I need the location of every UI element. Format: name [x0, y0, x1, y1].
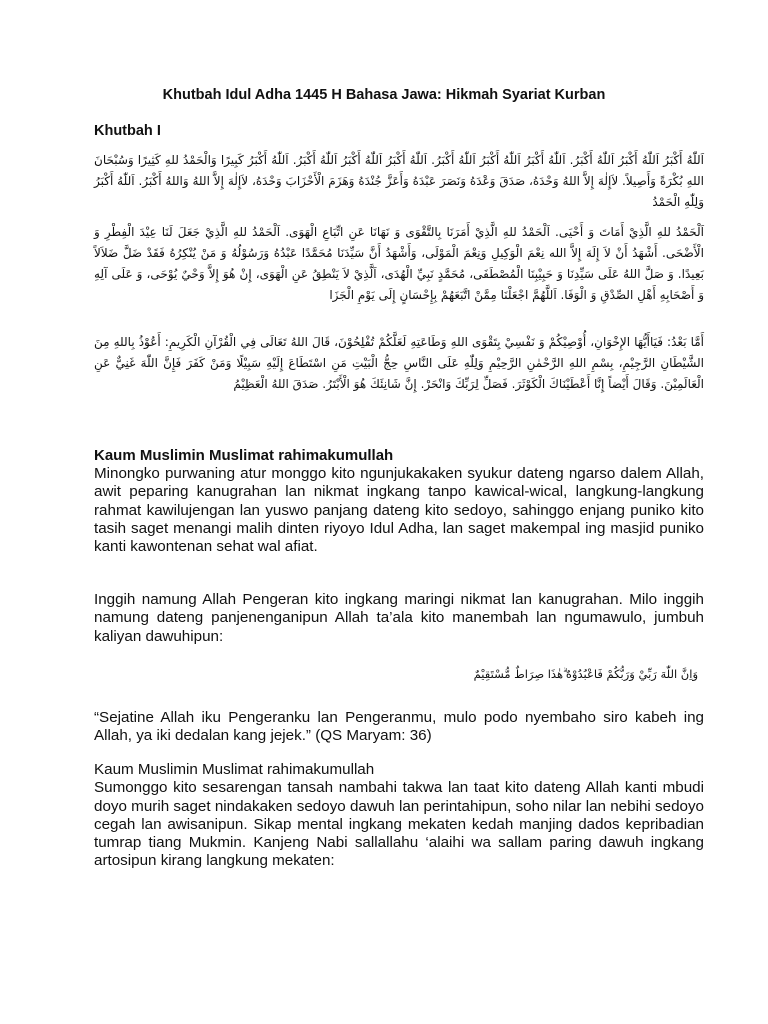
arabic-takbir-block: اَللّٰهُ أَكْبَرُ اَللّٰهُ أَكْبَرُ اَللّٰهُ أَكْبَرُ. اَللّٰهُ أَكْبَرُ اَللّٰهُ أَكْبَرُ اَللّٰهُ أَكْبَرُ. اَللّٰهُ أَكْبَرُ اَللّٰهُ أَكْبَرُ اَللّٰهُ أَكْبَرُ. اَللّٰهُ أَكْبَرُ كَبِيرًا وَالْحَمْدُ للهِ كَثِيرًا وَسُبْحَانَ اللهِ بُكْرَةً وَأَصِيلاً. لاَإِلٰهَ إِلاَّ اللهُ وَحْدَهُ، صَدَقَ وَعْدَهُ وَنَصَرَ عَبْدَهُ وَأَعَزَّ جُنْدَهُ وَهَزَمَ الْأَحْزَابَ وَحْدَهُ، لاَإِلٰهَ إِلاَّ اللهُ وَاللهُ أَكْبَرُ. اَللّٰهُ أَكْبَرُ وَلِلّٰهِ الْحَمْدُ	[94, 153, 704, 209]
paragraph-takwa-block	[94, 761, 704, 871]
arabic-amma-badu-block: أَمَّا بَعْدُ: فَيَاأَيُّهَا الإِخْوَانِ، أُوْصِيْكُمْ وَ نَفْسِيْ بِتَقْوَى اللهِ وَطَاعَتِهِ لَعَلَّكُمْ تُفْلِحُوْنَ، قَالَ اللهُ تَعَالَى فِي الْقُرْآنِ الْكَرِيمِ: أَعُوْذُ بِاللهِ مِنَ الشَّيْطَانِ الرَّجِيْمِ، بِسْمِ اللهِ الرَّحْمٰنِ الرَّحِيْمِ وَلِلّٰهِ عَلَى النَّاسِ حِجُّ الْبَيْتِ مَنِ اسْتَطَاعَ إِلَيْهِ سَبِيْلًا وَمَنْ كَفَرَ فَإِنَّ اللّٰهَ غَنِيٌّ عَنِ الْعَالَمِيْنَ. وَقَالَ أَيْضاً إِنَّا أَعْطَيْنَاكَ الْكَوْثَرَ. فَصَلِّ لِرَبِّكَ وَانْحَرْ. إِنَّ شَانِئَكَ هُوَ الْأَبْتَرُ. صَدَقَ اللهُ الْعَظِيْمُ	[94, 335, 704, 391]
arabic-hamdalah-block: اَلْحَمْدُ للهِ الَّذِيْ أَمَاتَ وَ أَحْيَى. اَلْحَمْدُ للهِ الَّذِيْ أَمَرَنَا بِالتَّقْوَى وَ نَهَانَا عَنِ اتِّبَاعِ الْهَوَى. اَلْحَمْدُ للهِ الَّذِيْ جَعَلَ لَنَا عِيْدَ الْفِطْرِ وَ الْأَضْحَى. أَشْهَدُ أَنْ لاَ إِلَهَ إِلاَّ الله نِعْمَ الْوَكِيلِ وَنِعْمَ الْمَوْلَى، وَأَشْهَدُ أَنَّ سَيِّدَنَا مُحَمَّدًا عَبْدُهُ وَرَسُوْلُهُ وَ مَنْ يُنْكِرُهُ فَقَدْ ضَلَّ ضَلاَلاً بَعِيدًا. وَ صَلَّ اللهُ عَلَى سَيِّدِنَا وَ حَبِيْبِنَا الْمُصْطَفَى، مُحَمَّدٍ نَبِيِّ الْهُدَى، اَلَّذِيْ لاَ يَنْطِقُ عَنِ الْهَوَى، إِنْ هُوَ إِلاَّ وَحْيٌ يُوْحَى، وَ عَلَى آلِهِ وَ أَصْحَابِهِ أَهْلِ الصِّدْقِ وَ الْوَفَا. اَللَّهُمَّ اجْعَلْنَا مِمَّنْ اتَّبَعَهُمْ بِإِحْسَانٍ إِلَى يَوْمِ الْجَزَا	[94, 225, 704, 302]
arabic-quran-verse: وَاِنَّ اللّٰهَ رَبِّيْ وَرَبُّكُمْ فَاعْبُدُوْهُ ۗهٰذَا صِرَاطٌ مُّسْتَقِيْمٌ	[473, 667, 698, 681]
document-title: Khutbah Idul Adha 1445 H Bahasa Jawa: Hikmah Syariat Kurban	[162, 87, 606, 103]
paragraph-takwa: Sumonggo kito sesarengan tansah nambahi takwa lan taat kito dateng Allah kanti mbudi doyo murih saget nindakaken sedoyo dawuh lan perintahipun, soho nilar lan nebihi sedoyo cegah lan awisanipun. Sikap mental ingkang mekaten kedah manjing dados kepribadian tumrap tiang Mukmin. Kanjeng Nabi sallallahu ‘alaihi wa sallam paring dawuh ingkang artosipun kirang langkung mekaten:	[94, 779, 704, 870]
paragraph-manembah: Inggih namung Allah Pengeran kito ingkang maringi nikmat lan kanugrahan. Milo inggih namung dateng panjenenganipun Allah ta’ala kito manembah lan ngumawulo, jumbuh kaliyan dawuhipun:	[94, 591, 704, 645]
paragraph-verse-translation: “Sejatine Allah iku Pengeranku lan Pengeranmu, mulo podo nyembaho siro kabeh ing Allah, ya iki dedalan kang jejek.” (QS Maryam: 36)	[94, 709, 704, 745]
paragraph-syukur: Minongko purwaning atur monggo kito ngunjukakaken syukur dateng ngarso dalem Allah, awit peparing kanugrahan lan nikmat ingkang tanpo kawical-wical, langkung-langkung rahmat kawilujengan lan yuswo panjang dateng kito sedoyo, sahinggo enjang puniko kito tasih saget menangi malih dinten riyoyo Idul Adha, lan saget makempal ing masjid puniko kanti kawontenan sehat wal afiat.	[94, 465, 704, 556]
heading-muslimin: Kaum Muslimin Muslimat rahimakumullah	[94, 447, 394, 464]
heading-muslimin-2: Kaum Muslimin Muslimat rahimakumullah	[94, 761, 375, 778]
section-title: Khutbah I	[94, 123, 161, 139]
